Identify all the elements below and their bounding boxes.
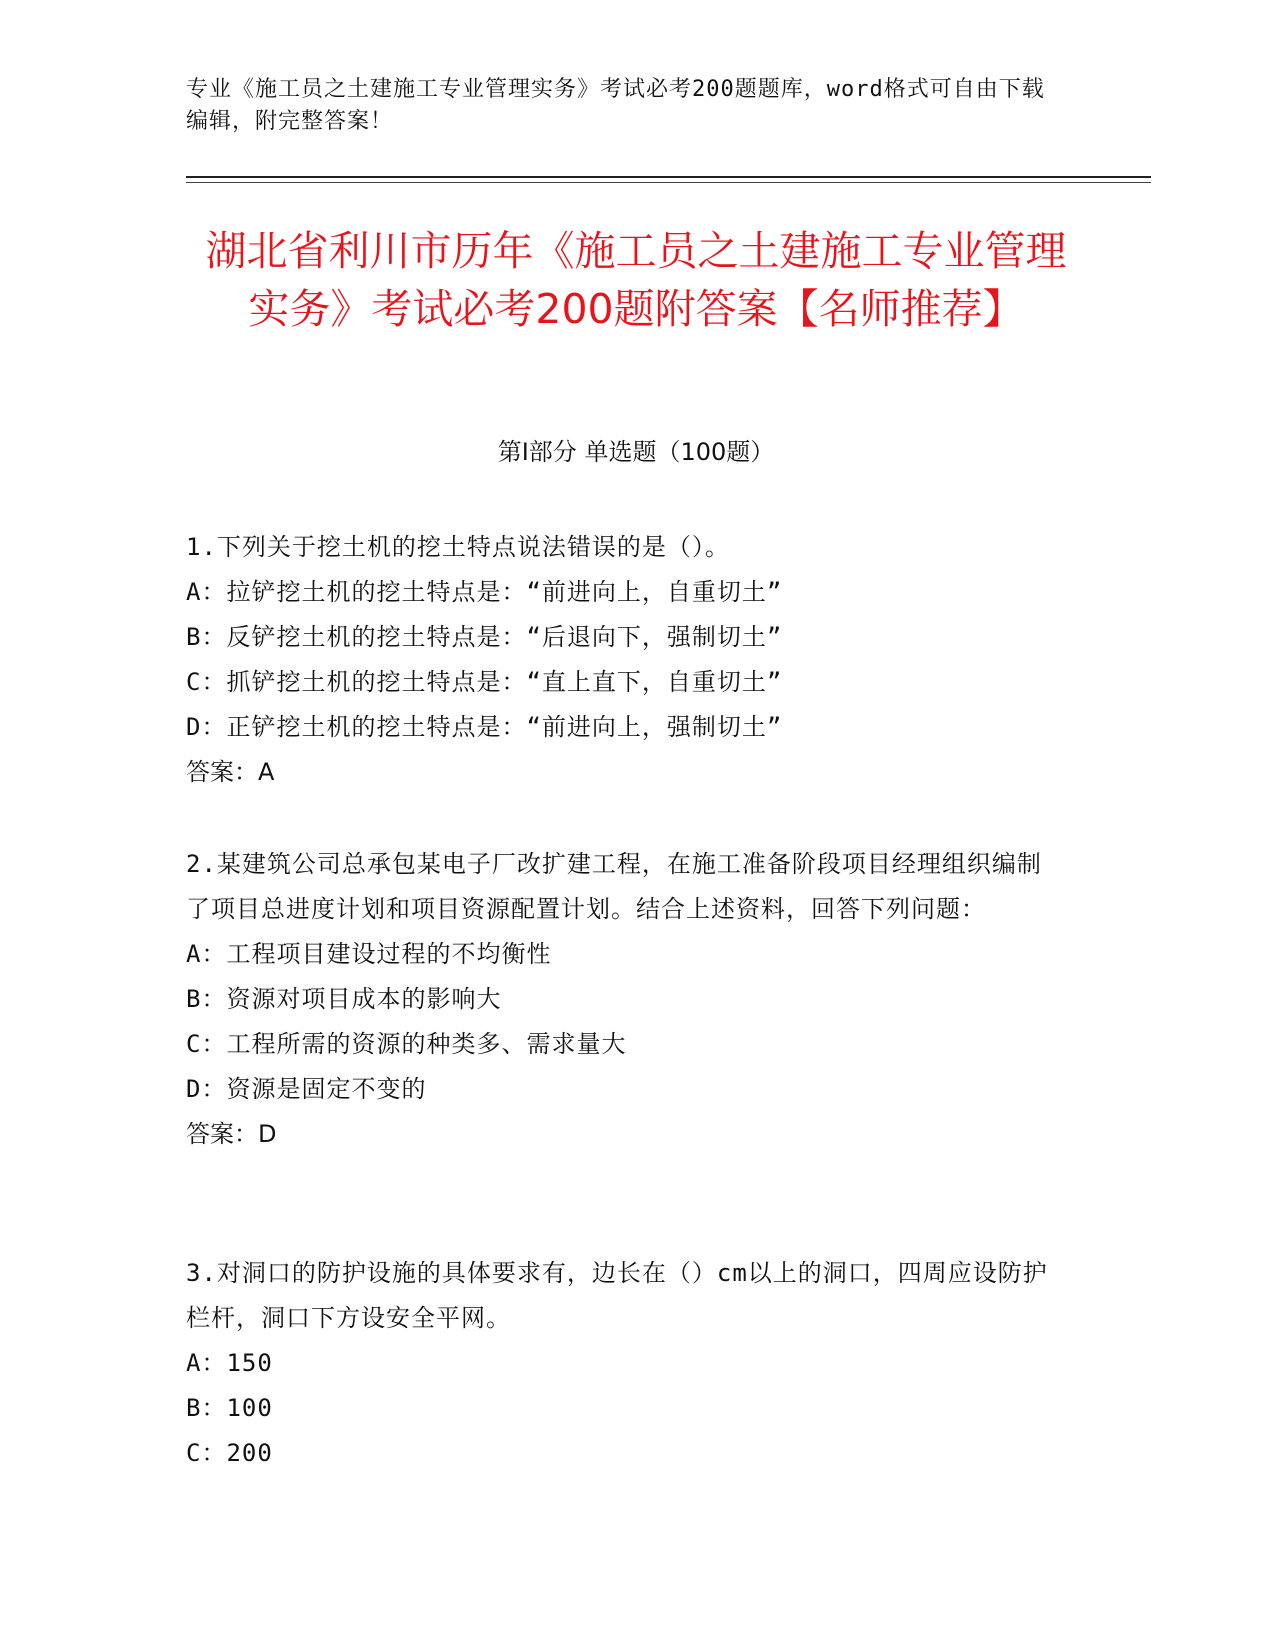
answer: 答案：D xyxy=(186,1120,277,1148)
header-note: 专业《施工员之土建施工专业管理实务》考试必考200题题库，word格式可自由下载编辑，附完整答案！ xyxy=(186,77,1045,134)
option-c: C：工程所需的资源的种类多、需求量大 xyxy=(186,1030,627,1058)
question-1 xyxy=(186,525,1066,795)
header-rule-thin xyxy=(186,182,1151,183)
question-stem: 1.下列关于挖土机的挖土特点说法错误的是（）。 xyxy=(186,533,730,561)
question-stem: 2.某建筑公司总承包某电子厂改扩建工程，在施工准备阶段项目经理组织编制了项目总进度计划和项目资源配置计划。结合上述资料，回答下列问题： xyxy=(186,850,1042,923)
option-b: B：100 xyxy=(186,1394,273,1422)
document-title: 湖北省利川市历年《施工员之土建施工专业管理实务》考试必考200题附答案【名师推荐】 xyxy=(205,227,1067,333)
option-a: A：工程项目建设过程的不均衡性 xyxy=(186,940,552,968)
option-c: C：200 xyxy=(186,1439,273,1467)
question-stem: 3.对洞口的防护设施的具体要求有，边长在（）cm以上的洞口，四周应设防护栏杆，洞口下方设安全平网。 xyxy=(186,1259,1048,1332)
option-a: A：拉铲挖土机的挖土特点是：“前进向上，自重切土” xyxy=(186,578,783,606)
section-heading: 第I部分 单选题（100题） xyxy=(497,438,775,466)
option-d: D：正铲挖土机的挖土特点是：“前进向上，强制切土” xyxy=(186,713,783,741)
option-d: D：资源是固定不变的 xyxy=(186,1075,427,1103)
option-a: A：150 xyxy=(186,1349,273,1377)
question-2 xyxy=(186,842,1066,1157)
header-rule-thick xyxy=(186,176,1151,178)
question-3 xyxy=(186,1251,1066,1476)
option-b: B：资源对项目成本的影响大 xyxy=(186,985,502,1013)
option-b: B：反铲挖土机的挖土特点是：“后退向下，强制切土” xyxy=(186,623,783,651)
option-c: C：抓铲挖土机的挖土特点是：“直上直下，自重切土” xyxy=(186,668,783,696)
answer: 答案：A xyxy=(186,758,275,786)
